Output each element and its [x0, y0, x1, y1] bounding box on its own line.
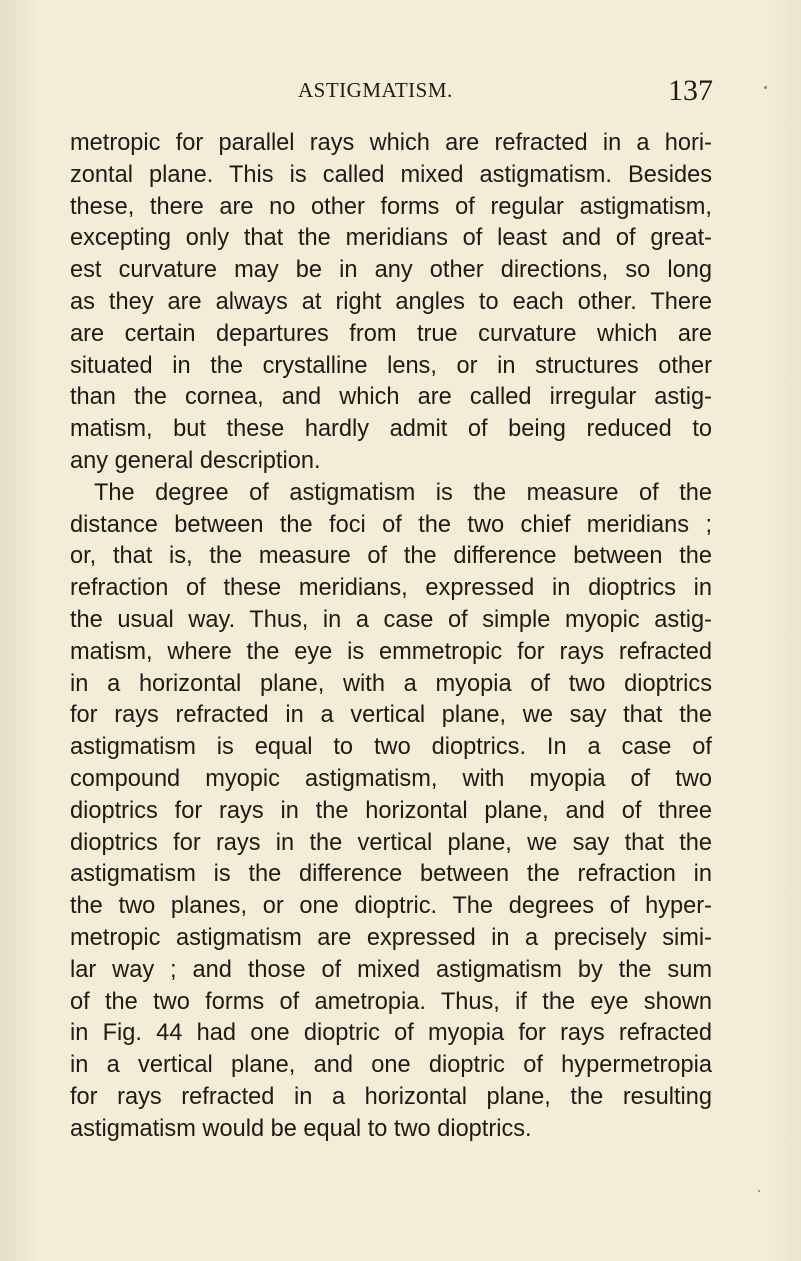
text-line: any general description. [70, 447, 321, 474]
text-line: compound myopic astigmatism, with myopia of two [70, 765, 712, 792]
text-line: distance between the foci of the two chief meridians ; [70, 511, 712, 538]
paper-speck [758, 1190, 760, 1192]
text-line: situated in the crystalline lens, or in structures other [70, 352, 712, 379]
text-line: for rays refracted in a vertical plane, we say that the [70, 702, 712, 729]
text-line: in a vertical plane, and one dioptric of hypermetropia [70, 1052, 712, 1079]
text-line: these, there are no other forms of regular astigmatism, [70, 193, 712, 220]
text-line: than the cornea, and which are called irregular astig- [70, 384, 712, 411]
text-line: astigmatism is equal to two dioptrics. In a case of [70, 734, 712, 761]
text-line: metropic astigmatism are expressed in a precisely simi- [70, 924, 712, 951]
text-line: refraction of these meridians, expressed in dioptrics in [70, 575, 712, 602]
body-text [70, 128, 712, 1146]
text-line: dioptrics for rays in the horizontal plane, and of three [70, 797, 712, 824]
text-line: the two planes, or one dioptric. The degrees of hyper- [70, 893, 712, 920]
paragraph-start-line: The degree of astigmatism is the measure of the [94, 479, 712, 506]
text-line: excepting only that the meridians of least and of great- [70, 225, 712, 252]
text-line: the usual way. Thus, in a case of simple myopic astig- [70, 606, 712, 633]
page-number: 137 [668, 74, 713, 107]
text-line: or, that is, the measure of the difference between the [70, 543, 712, 570]
text-line: for rays refracted in a horizontal plane, the resulting [70, 1083, 712, 1110]
text-line: dioptrics for rays in the vertical plane, we say that the [70, 829, 712, 856]
running-head [70, 74, 711, 108]
text-line: astigmatism is the difference between the refraction in [70, 861, 712, 888]
text-line: in a horizontal plane, with a myopia of two dioptrics [70, 670, 712, 697]
text-line: as they are always at right angles to each other. There [70, 288, 712, 315]
text-line: metropic for parallel rays which are refracted in a hori- [70, 130, 712, 156]
text-line: matism, but these hardly admit of being reduced to [70, 416, 712, 443]
text-line: are certain departures from true curvature which are [70, 320, 712, 347]
text-line: zontal plane. This is called mixed astigmatism. Besides [70, 161, 712, 188]
text-line: est curvature may be in any other directions, so long [70, 257, 712, 284]
text-line: matism, where the eye is emmetropic for rays refracted [70, 638, 712, 665]
paper-speck [764, 86, 767, 89]
running-title: ASTIGMATISM. [298, 78, 453, 102]
text-line: of the two forms of ametropia. Thus, if the eye shown [70, 988, 712, 1015]
text-line: lar way ; and those of mixed astigmatism by the sum [70, 956, 712, 983]
text-line: astigmatism would be equal to two dioptrics. [70, 1115, 532, 1142]
text-line: in Fig. 44 had one dioptric of myopia for rays refracted [70, 1020, 712, 1047]
